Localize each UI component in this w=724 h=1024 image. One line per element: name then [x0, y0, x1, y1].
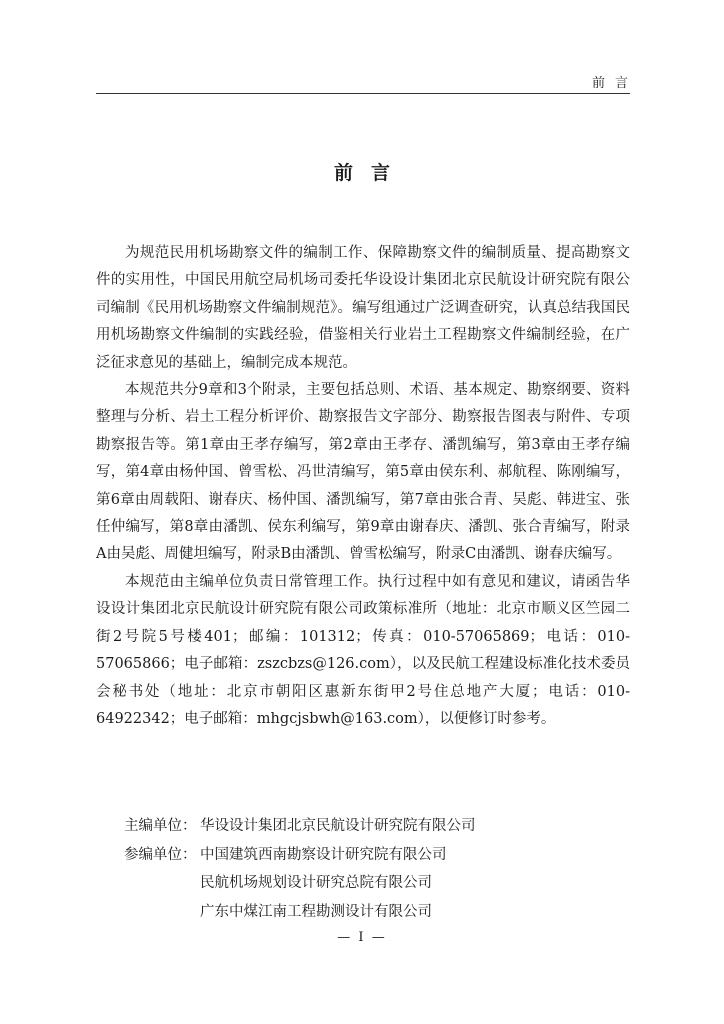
chief-unit-label: 主编单位： [124, 818, 197, 834]
running-head: 前言 [591, 76, 638, 91]
page-number: — I — [337, 930, 387, 945]
participating-unit: 广东中煤江南工程勘测设计有限公司 [200, 903, 432, 920]
header-rule [96, 93, 630, 94]
editorial-units [124, 812, 630, 926]
chief-unit-name: 华设设计集团北京民航设计研究院有限公司 [200, 818, 476, 834]
chief-unit-line [124, 812, 630, 841]
participating-unit: 民航机场规划设计研究总院有限公司 [200, 875, 432, 892]
paragraph-purpose: 为规范民用机场勘察文件的编制工作、保障勘察文件的编制质量、提高勘察文件的实用性，中国民用航空局机场司委托华设设计集团北京民航设计研究院有限公司编制《民用机场勘察文件编制规范》。编写组通过广泛调查研究，认真总结我国民用机场勘察文件编制的实践经验，借鉴相关行业岩土工程勘察文件编制经验，在广泛征求意见的基础上，编制完成本规范。 [96, 245, 630, 371]
paragraph-contact: 本规范由主编单位负责日常管理工作。执行过程中如有意见和建议，请函告华设设计集团北京民航设计研究院有限公司政策标准所（地址：北京市顺义区竺园二街2号院5号楼401；邮编：101312；传真：010-57065869；电话：010-57065866；电子邮箱：zszcbzs@126.com），以及民航工程建设标准化技术委员会秘书处（地址：北京市朝阳区惠新东街甲2号住总地产大厦；电话：010-64922342；电子邮箱：mhgcjsbwh@163.com），以便修订时参考。 [96, 573, 630, 727]
page-title: 前言 [333, 162, 408, 184]
participating-unit-list [200, 841, 447, 927]
preface-body [96, 240, 630, 733]
participating-unit: 中国建筑西南勘察设计研究院有限公司 [200, 846, 447, 863]
paragraph-structure: 本规范共分9章和3个附录，主要包括总则、术语、基本规定、勘察纲要、资料整理与分析、岩土工程分析评价、勘察报告文字部分、勘察报告图表与附件、专项勘察报告等。第1章由王孝存编写，第2章由王孝存、潘凯编写，第3章由王孝存编写，第4章由杨仲国、曾雪松、冯世清编写，第5章由侯东利、郝航程、陈刚编写，第6章由周载阳、谢春庆、杨仲国、潘凯编写，第7章由张合青、吴彪、韩进宝、张任仲编写，第8章由潘凯、侯东利编写，第9章由谢春庆、潘凯、张合青编写，附录A由吴彪、周健坦编写，附录B由潘凯、曾雪松编写，附录C由潘凯、谢春庆编写。 [96, 382, 630, 563]
participating-unit-label: 参编单位： [124, 846, 197, 863]
participating-units-line [124, 841, 630, 927]
